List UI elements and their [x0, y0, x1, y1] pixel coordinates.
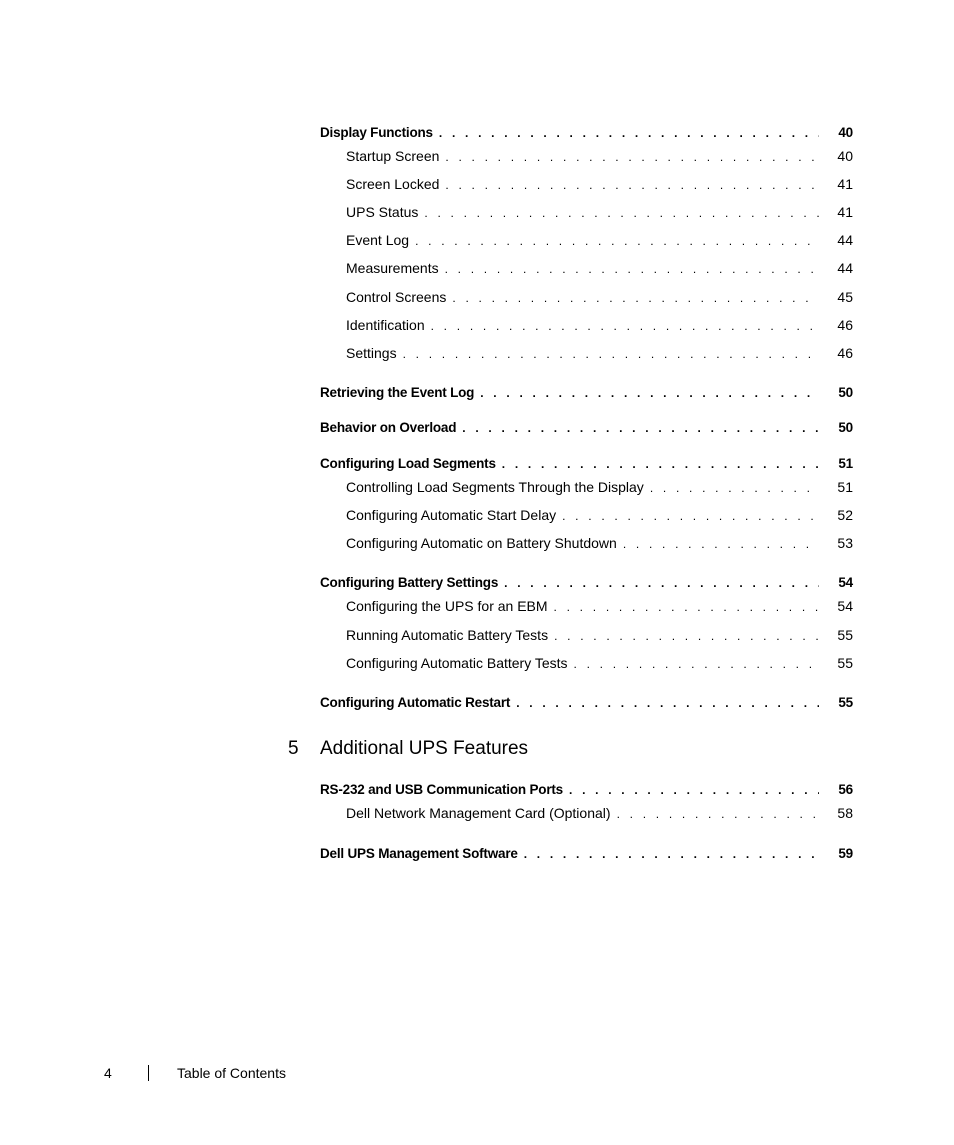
toc-entry-title: Configuring Battery Settings	[320, 575, 499, 590]
toc-entry-page: 56	[838, 782, 853, 797]
toc-entry-page: 58	[837, 805, 853, 821]
toc-entry-measurements[interactable]	[346, 258, 853, 278]
dot-leader	[574, 654, 819, 674]
toc-entry-page: 54	[838, 575, 853, 590]
dot-leader	[462, 418, 819, 438]
toc-entry-title: UPS Status	[346, 204, 419, 220]
toc-entry-startup-screen[interactable]	[346, 146, 853, 166]
toc-entry-title: Event Log	[346, 232, 410, 248]
dot-leader	[650, 478, 819, 498]
toc-entry-page: 54	[837, 598, 853, 614]
dot-leader	[452, 288, 819, 308]
toc-entry-title: Screen Locked	[346, 176, 440, 192]
toc-entry-title: Retrieving the Event Log	[320, 385, 475, 400]
footer-section-title: Table of Contents	[177, 1065, 286, 1081]
toc-entry-title: Configuring Automatic Restart	[320, 695, 511, 710]
toc-entry-configuring-battery-tests[interactable]	[346, 653, 853, 673]
toc-entry-page: 55	[838, 695, 853, 710]
toc-entry-settings[interactable]	[346, 343, 853, 363]
toc-entry-configuring-automatic-restart[interactable]	[320, 693, 853, 713]
toc-entry-page: 44	[837, 232, 853, 248]
toc-entry-page: 51	[838, 456, 853, 471]
toc-entry-configuring-battery-settings[interactable]	[320, 573, 853, 593]
toc-entry-page: 51	[837, 479, 853, 495]
dot-leader	[504, 573, 819, 593]
toc-entry-network-management-card[interactable]	[346, 803, 853, 823]
toc-entry-title: Measurements	[346, 260, 439, 276]
dot-leader	[445, 147, 819, 167]
chapter-title: Additional UPS Features	[320, 738, 529, 759]
toc-entry-page: 50	[838, 385, 853, 400]
toc-entry-behavior-on-overload[interactable]	[320, 418, 853, 438]
toc-entry-page: 50	[838, 420, 853, 435]
dot-leader	[445, 259, 819, 279]
toc-entry-page: 46	[837, 317, 853, 333]
toc-entry-rs232-usb-ports[interactable]	[320, 780, 853, 800]
toc-entry-configuring-load-segments[interactable]	[320, 454, 853, 474]
dot-leader	[424, 203, 819, 223]
toc-entry-automatic-start-delay[interactable]	[346, 505, 853, 525]
toc-entry-page: 41	[837, 176, 853, 192]
toc-entry-title: Display Functions	[320, 125, 433, 140]
toc-entry-title: Dell Network Management Card (Optional)	[346, 805, 611, 821]
dot-leader	[524, 844, 819, 864]
toc-entry-title: Configuring Automatic Battery Tests	[346, 655, 568, 671]
dot-leader	[431, 316, 819, 336]
dot-leader	[445, 175, 819, 195]
toc-entry-display-functions[interactable]	[320, 123, 853, 143]
footer-separator	[148, 1065, 149, 1081]
toc-entry-title: Configuring the UPS for an EBM	[346, 598, 548, 614]
dot-leader	[554, 626, 819, 646]
toc-entry-page: 46	[837, 345, 853, 361]
footer-page-number: 4	[104, 1065, 112, 1081]
toc-entry-title: Configuring Load Segments	[320, 456, 496, 471]
toc-entry-title: Configuring Automatic on Battery Shutdown	[346, 535, 617, 551]
dot-leader	[617, 804, 819, 824]
toc-entry-automatic-battery-shutdown[interactable]	[346, 533, 853, 553]
toc-entry-page: 55	[837, 627, 853, 643]
toc-entry-title: Settings	[346, 345, 397, 361]
toc-entry-page: 44	[837, 260, 853, 276]
toc-entry-running-battery-tests[interactable]	[346, 625, 853, 645]
dot-leader	[623, 534, 819, 554]
toc-entry-title: RS-232 and USB Communication Ports	[320, 782, 563, 797]
toc-entry-ups-management-software[interactable]	[320, 844, 853, 864]
toc-entry-title: Behavior on Overload	[320, 420, 457, 435]
toc-entry-title: Startup Screen	[346, 148, 440, 164]
dot-leader	[502, 454, 819, 474]
toc-entry-controlling-load-segments[interactable]	[346, 477, 853, 497]
toc-entry-control-screens[interactable]	[346, 287, 853, 307]
chapter-heading[interactable]	[288, 735, 528, 763]
chapter-number: 5	[288, 738, 299, 759]
toc-entry-ups-status[interactable]	[346, 202, 853, 222]
dot-leader	[480, 383, 819, 403]
dot-leader	[439, 123, 819, 143]
dot-leader	[516, 693, 819, 713]
dot-leader	[569, 780, 819, 800]
toc-entry-screen-locked[interactable]	[346, 174, 853, 194]
dot-leader	[403, 344, 819, 364]
toc-entry-title: Controlling Load Segments Through the Display	[346, 479, 644, 495]
toc-entry-title: Identification	[346, 317, 425, 333]
toc-entry-ups-for-ebm[interactable]	[346, 596, 853, 616]
toc-entry-page: 40	[837, 148, 853, 164]
toc-entry-title: Dell UPS Management Software	[320, 846, 518, 861]
toc-entry-title: Control Screens	[346, 289, 447, 305]
toc-entry-page: 41	[837, 204, 853, 220]
toc-entry-page: 40	[838, 125, 853, 140]
toc-entry-page: 53	[837, 535, 853, 551]
dot-leader	[554, 597, 819, 617]
page-footer	[104, 1063, 286, 1083]
toc-entry-event-log[interactable]	[346, 230, 853, 250]
dot-leader	[562, 506, 819, 526]
toc-entry-page: 59	[838, 846, 853, 861]
toc-entry-identification[interactable]	[346, 315, 853, 335]
toc-entry-page: 52	[837, 507, 853, 523]
toc-entry-page: 55	[837, 655, 853, 671]
toc-entry-page: 45	[837, 289, 853, 305]
dot-leader	[415, 231, 819, 251]
toc-entry-title: Configuring Automatic Start Delay	[346, 507, 557, 523]
toc-entry-title: Running Automatic Battery Tests	[346, 627, 549, 643]
toc-entry-retrieving-event-log[interactable]	[320, 383, 853, 403]
